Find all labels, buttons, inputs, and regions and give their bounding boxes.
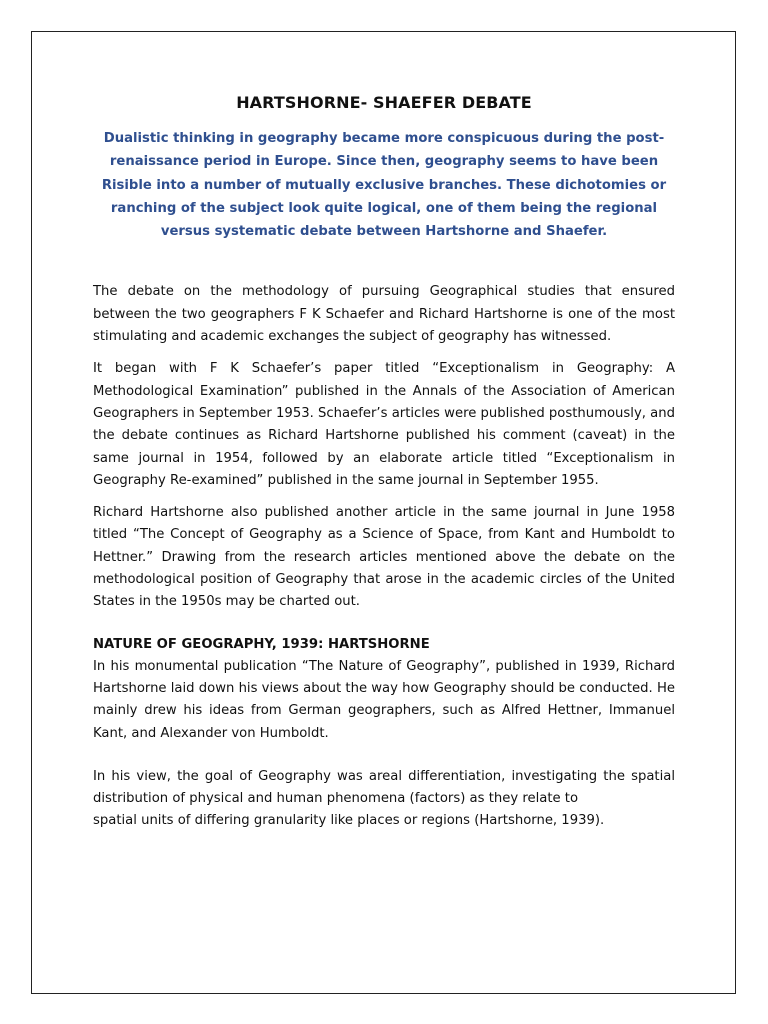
body-paragraph-1: The debate on the methodology of pursuing Geographical studies that ensured between the two geographers F K Schaefer and Richard Hartshorne is one of the most stimulating and academic exchanges the subject of geography has witnessed. xyxy=(93,284,675,345)
body-paragraph-3: Richard Hartshorne also published another article in the same journal in June 1958 titled “The Concept of Geography as a Science of Space, from Kant and Humboldt to Hettner.” Drawing from the research articles mentioned above the debate on the methodological position of Geography that arose in the academic circles of the United States in the 1950s may be charted out. xyxy=(93,505,675,610)
document-title: HARTSHORNE- SHAEFER DEBATE xyxy=(236,93,532,112)
section-paragraph-2-continued: spatial units of differing granularity like places or regions (Hartshorne, 1939). xyxy=(93,813,605,829)
section-heading: NATURE OF GEOGRAPHY, 1939: HARTSHORNE xyxy=(93,636,430,652)
body-paragraph-2: It began with F K Schaefer’s paper titled “Exceptionalism in Geography: A Methodological Examination” published in the Annals of the Association of American Geographers in September 1953. Schaefer’s articles were published posthumously, and the debate continues as Richard Hartshorne published his comment (caveat) in the same journal in 1954, followed by an elaborate article titled “Exceptionalism in Geography Re-examined” published in the same journal in September 1955. xyxy=(93,361,675,488)
section-paragraph-2: In his view, the goal of Geography was areal differentiation, investigating the spatial distribution of physical and human phenomena (factors) as they relate to xyxy=(93,768,675,807)
abstract-paragraph: Dualistic thinking in geography became more conspicuous during the post-renaissance period in Europe. Since then, geography seems to have been Risible into a number of mutually exclusive branches. These dichotomies or ranching of the subject look quite logical, one of them being the regional versus systematic debate between Hartshorne and Shaefer. xyxy=(101,131,667,240)
section-paragraph-1: In his monumental publication “The Nature of Geography”, published in 1939, Richard Hartshorne laid down his views about the way how Geography should be conducted. He mainly drew his ideas from German geographers, such as Alfred Hettner, Immanuel Kant, and Alexander von Humboldt. xyxy=(93,658,675,741)
document-body xyxy=(93,93,675,833)
